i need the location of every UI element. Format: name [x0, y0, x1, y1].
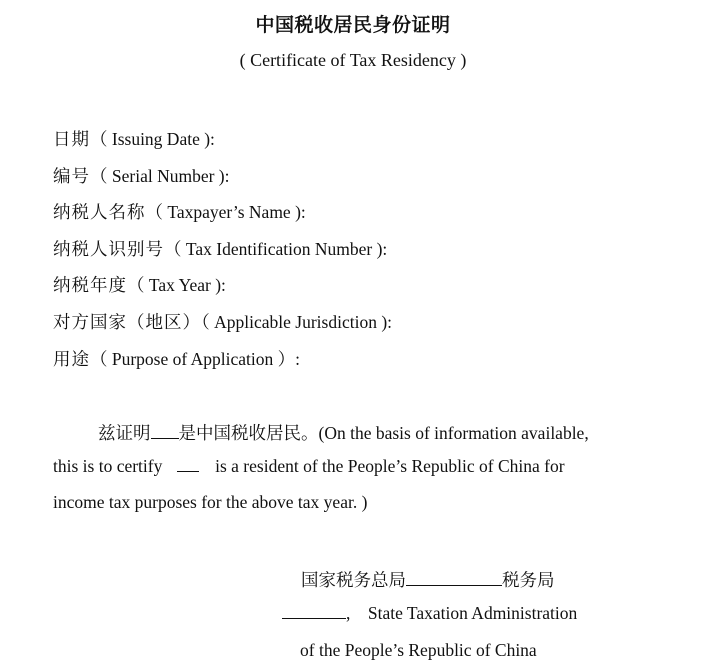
field-label-zh: 用途 — [53, 349, 90, 369]
country-name-en: of the People’s Republic of China — [300, 640, 537, 660]
field-label-zh: 纳税人名称 — [53, 202, 146, 222]
field-label-zh: 纳税年度 — [53, 275, 127, 295]
certification-line-1 — [98, 420, 589, 445]
field-purpose-of-application — [53, 346, 300, 371]
signature-line-2 — [282, 603, 577, 624]
certify-text-zh: 兹证明 — [98, 423, 151, 443]
field-label-en: （ Tax Identification Number ): — [164, 239, 388, 259]
signature-line-3 — [300, 640, 537, 661]
field-label-en: （ Serial Number ): — [90, 166, 230, 186]
certification-line-2 — [53, 456, 565, 477]
field-serial-number — [53, 163, 229, 188]
document-title-chinese: 中国税收居民身份证明 — [255, 15, 451, 36]
signature-line-1 — [301, 567, 555, 592]
field-taxpayer-name — [53, 199, 306, 224]
field-label-zh: 对方国家（地区） — [53, 312, 201, 332]
field-label-zh: 纳税人识别号 — [53, 239, 164, 259]
certify-text: this is to certify — [53, 456, 163, 476]
taxpayer-blank — [151, 424, 179, 439]
field-issuing-date — [53, 126, 215, 151]
bureau-blank — [406, 571, 502, 586]
certification-line-3 — [53, 492, 367, 513]
field-applicable-jurisdiction — [53, 309, 392, 334]
resident-text-zh: 是中国税收居民。 — [178, 423, 319, 443]
certify-text-en: (On the basis of information available, — [318, 423, 589, 443]
administration-name-en: , State Taxation Administration — [346, 603, 578, 623]
resident-text: is a resident of the People’s Republic of China for — [215, 456, 565, 476]
field-label-zh: 日期 — [53, 129, 90, 149]
field-label-en: （ Tax Year ): — [127, 275, 226, 295]
field-label-en: （ Purpose of Application ）: — [90, 349, 300, 369]
field-label-zh: 编号 — [53, 166, 90, 186]
purpose-text: income tax purposes for the above tax year. ) — [53, 492, 368, 512]
taxpayer-blank-en — [177, 457, 199, 472]
administration-name-zh: 国家税务总局 — [301, 570, 406, 590]
document-title-english: ( Certificate of Tax Residency ) — [239, 50, 467, 70]
bureau-suffix-zh: 税务局 — [502, 570, 555, 590]
field-label-en: （ Taxpayer’s Name ): — [145, 202, 306, 222]
bureau-blank-en — [282, 604, 346, 619]
field-label-en: （ Applicable Jurisdiction ): — [201, 312, 393, 332]
field-tax-year — [53, 272, 226, 297]
field-tax-identification-number — [53, 236, 387, 261]
field-label-en: （ Issuing Date ): — [90, 129, 215, 149]
